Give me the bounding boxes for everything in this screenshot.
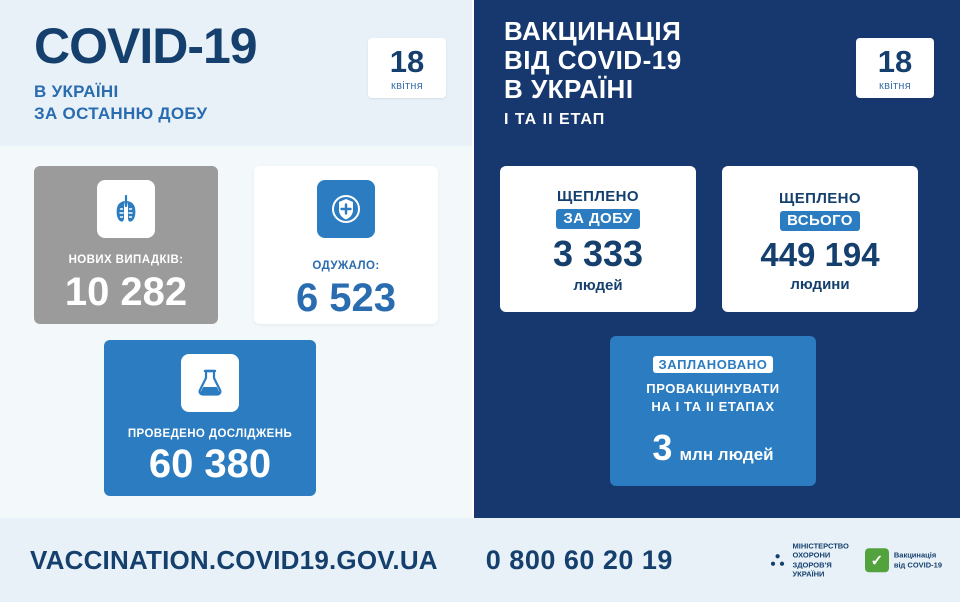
vaccination-logo (865, 548, 942, 572)
right-title-line1: ВАКЦИНАЦІЯ (504, 15, 682, 46)
right-title-line4: I ТА II ЕТАП (504, 111, 606, 129)
ministry-logo-line3: ЗДОРОВ'Я (792, 560, 832, 569)
header-right (472, 0, 960, 146)
footer-logos (769, 541, 942, 579)
lungs-icon (97, 180, 155, 238)
ministry-logo-line2: ОХОРОНИ (792, 550, 831, 560)
right-date-badge (856, 38, 934, 98)
card-vaccinated-day-value: 3 333 (552, 233, 644, 274)
card-vaccinated-total-value: 449 194 (760, 235, 880, 273)
card-new-cases-label: НОВИХ ВИПАДКІВ: (68, 254, 184, 266)
left-date-badge (368, 38, 446, 98)
ministry-logo-line4: УКРАЇНИ (792, 569, 825, 579)
left-subtitle (34, 81, 257, 125)
card-vaccinated-total-label2: ВСЬОГО (780, 211, 860, 231)
card-recovered (254, 166, 438, 324)
card-planned-value-row (652, 427, 774, 469)
card-new-cases-value: 10 282 (64, 270, 188, 314)
card-planned-label1 (653, 356, 774, 375)
card-new-cases (34, 166, 218, 324)
right-title-line3: В УКРАЇНІ (504, 74, 634, 105)
card-recovered-value: 6 523 (295, 276, 397, 320)
trident-icon: ⛬ (770, 548, 785, 571)
header-band (0, 0, 960, 146)
right-title-line2: ВІД COVID-19 (504, 44, 682, 75)
card-vaccinated-day-unit: людей (573, 277, 623, 294)
ministry-of-health-logo (769, 541, 849, 579)
footer-website[interactable]: VACCINATION.COVID19.GOV.UA (30, 544, 438, 575)
right-date-day: 18 (877, 44, 913, 79)
medical-cross-shield-icon (317, 180, 375, 238)
vaccination-logo-line2: від COVID-19 (893, 560, 942, 569)
stats-band (0, 146, 960, 518)
card-vaccinated-day-label2: ЗА ДОБУ (556, 209, 639, 229)
card-tests-value: 60 380 (148, 442, 272, 486)
left-subtitle-line1: В УКРАЇНІ (34, 81, 119, 101)
card-planned-label1-text: ЗАПЛАНОВАНО (653, 356, 774, 373)
left-stats-panel (0, 146, 472, 518)
card-vaccinated-day (500, 166, 696, 312)
flask-icon (181, 354, 239, 412)
card-vaccinated-day-label1: ЩЕПЛЕНО (557, 188, 639, 205)
card-vaccinated-total-label1: ЩЕПЛЕНО (779, 189, 861, 207)
card-planned-value: 3 (652, 427, 673, 469)
right-title-block (472, 17, 682, 129)
left-date-day: 18 (389, 44, 425, 79)
card-planned-unit: млн людей (679, 445, 774, 465)
card-tests (104, 340, 316, 496)
left-date-month: квітня (391, 80, 423, 92)
right-stats-panel (472, 146, 960, 518)
card-recovered-label: ОДУЖАЛО: (312, 260, 380, 272)
footer-band (0, 518, 960, 602)
card-vaccinated-total (722, 166, 918, 312)
check-mark-icon: ✓ (865, 548, 889, 572)
vaccination-logo-line1: Вакцинація (893, 550, 937, 560)
right-date-month: квітня (879, 80, 911, 92)
vaccination-logo-text (894, 551, 942, 570)
card-tests-label: ПРОВЕДЕНО ДОСЛІДЖЕНЬ (127, 428, 293, 440)
left-title-block (0, 17, 257, 125)
card-planned-label2: ПРОВАКЦИНУВАТИ (646, 380, 780, 396)
footer-phone[interactable]: 0 800 60 20 19 (485, 544, 673, 575)
header-left (0, 0, 472, 146)
panel-divider (472, 0, 474, 602)
ministry-logo-line1: МІНІСТЕРСТВО (792, 541, 849, 551)
left-subtitle-line2: ЗА ОСТАННЮ ДОБУ (34, 104, 208, 123)
card-planned-label3: НА I ТА II ЕТАПАХ (651, 399, 775, 415)
card-planned (610, 336, 816, 486)
card-vaccinated-total-unit: людини (790, 275, 850, 293)
page-title: COVID-19 (34, 17, 257, 74)
ministry-logo-text (793, 541, 849, 579)
